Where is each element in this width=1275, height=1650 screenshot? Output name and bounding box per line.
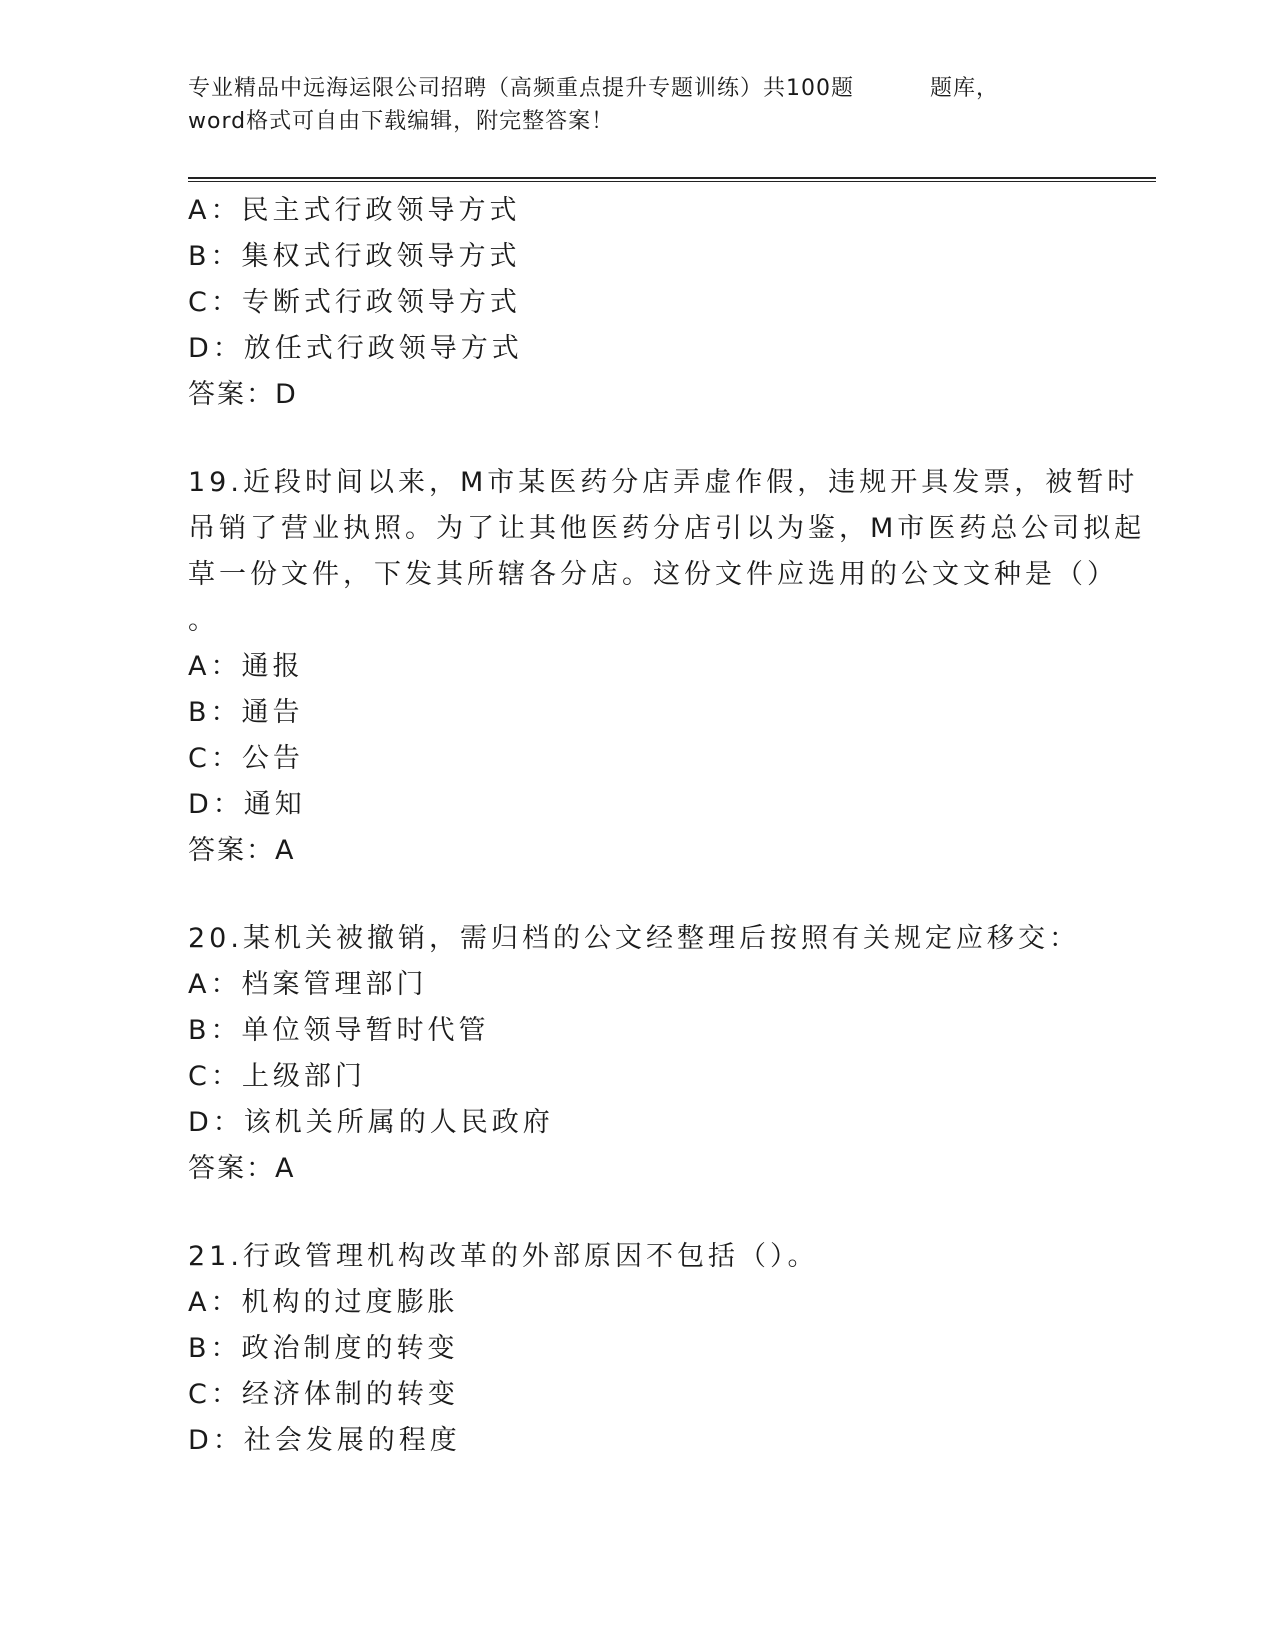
option-d: D：社会发展的程度 — [188, 1425, 461, 1456]
question-text-line: 吊销了营业执照。为了让其他医药分店引以为鉴，M市医药总公司拟起 — [188, 513, 1146, 544]
option-b: B：通告 — [188, 697, 304, 728]
answer-label: 答案：A — [188, 835, 296, 866]
option-c: C：经济体制的转变 — [188, 1379, 459, 1410]
document-body — [188, 188, 1146, 1464]
header-line-1 — [188, 72, 1068, 105]
answer-label: 答案：D — [188, 379, 298, 410]
question-21 — [188, 1234, 1088, 1464]
option-d: D：通知 — [188, 789, 306, 820]
option-b: B：集权式行政领导方式 — [188, 241, 521, 272]
question-text-line: 。 — [188, 605, 219, 636]
question-20 — [188, 916, 1088, 1192]
question-18-options — [188, 188, 1088, 418]
option-a: A：档案管理部门 — [188, 969, 428, 1000]
option-d: D：该机关所属的人民政府 — [188, 1107, 554, 1138]
option-c: C：公告 — [188, 743, 304, 774]
option-c: C：上级部门 — [188, 1061, 366, 1092]
option-a: A：机构的过度膨胀 — [188, 1287, 459, 1318]
answer-label: 答案：A — [188, 1153, 296, 1184]
header-line-2: word格式可自由下载编辑，附完整答案！ — [188, 109, 615, 134]
question-19 — [188, 460, 1146, 874]
header-title: 专业精品中远海运限公司招聘（高频重点提升专题训练）共100题 — [188, 76, 854, 101]
header-rule-thin — [188, 181, 1156, 182]
option-c: C：专断式行政领导方式 — [188, 287, 521, 318]
question-text: 20.某机关被撤销，需归档的公文经整理后按照有关规定应移交： — [188, 923, 1080, 954]
option-b: B：单位领导暂时代管 — [188, 1015, 490, 1046]
header-title-suffix: 题库， — [930, 76, 1000, 101]
option-b: B：政治制度的转变 — [188, 1333, 459, 1364]
header-rule-thick — [188, 177, 1156, 179]
question-text: 21.行政管理机构改革的外部原因不包括（）。 — [188, 1241, 819, 1272]
question-text-line: 草一份文件，下发其所辖各分店。这份文件应选用的公文文种是（） — [188, 559, 1118, 590]
document-header — [188, 72, 1068, 138]
question-text-line: 19.近段时间以来，M市某医药分店弄虚作假，违规开具发票，被暂时 — [188, 467, 1139, 498]
option-a: A：民主式行政领导方式 — [188, 195, 521, 226]
option-d: D：放任式行政领导方式 — [188, 333, 523, 364]
option-a: A：通报 — [188, 651, 304, 682]
